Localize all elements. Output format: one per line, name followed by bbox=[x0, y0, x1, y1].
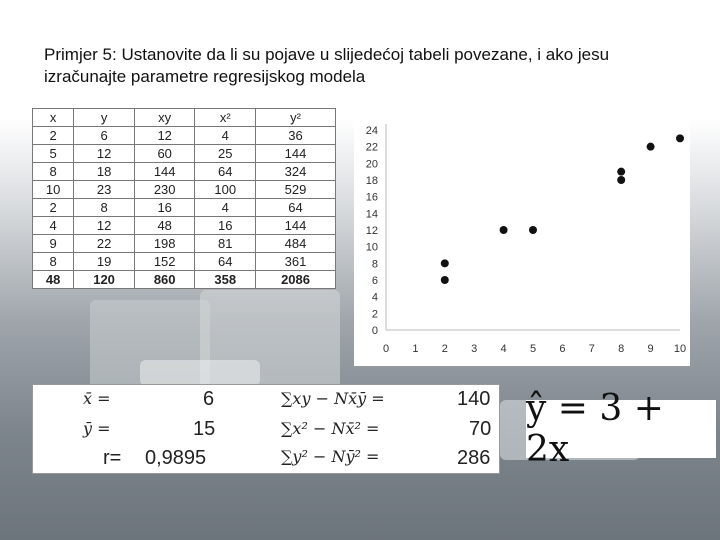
cell: 18 bbox=[74, 163, 135, 181]
cell: 12 bbox=[74, 217, 135, 235]
cell: 144 bbox=[256, 145, 336, 163]
scatter-plot-svg bbox=[354, 108, 690, 366]
header-y: y bbox=[74, 109, 135, 127]
syy-value: 286 bbox=[457, 447, 491, 469]
ybar-value: 15 bbox=[193, 418, 216, 440]
header-x-squared: x² bbox=[195, 109, 256, 127]
cell: 144 bbox=[134, 163, 195, 181]
cell: 16 bbox=[195, 217, 256, 235]
cell: 2 bbox=[33, 199, 74, 217]
cell: 10 bbox=[33, 181, 74, 199]
table-row bbox=[33, 181, 336, 199]
total-cell: 860 bbox=[134, 271, 195, 289]
cell: 324 bbox=[256, 163, 336, 181]
y-tick-label: 24 bbox=[365, 125, 378, 137]
cell: 9 bbox=[33, 235, 74, 253]
cell: 100 bbox=[195, 181, 256, 199]
cell: 23 bbox=[74, 181, 135, 199]
y-tick-label: 20 bbox=[365, 158, 378, 171]
y-tick-label: 18 bbox=[365, 175, 378, 187]
r-value: 0,9895 bbox=[145, 447, 207, 469]
y-tick-label: 6 bbox=[371, 275, 378, 287]
y-tick-label: 10 bbox=[365, 241, 378, 254]
data-point bbox=[441, 276, 449, 284]
cell: 198 bbox=[134, 235, 195, 253]
y-tick-label: 0 bbox=[371, 325, 378, 337]
cell: 16 bbox=[134, 199, 195, 217]
table-row bbox=[33, 253, 336, 271]
cell: 6 bbox=[74, 127, 135, 145]
xbar-value: 6 bbox=[203, 388, 215, 410]
data-point bbox=[617, 168, 625, 176]
sxy-label: ∑xy − Nx̄ȳ = bbox=[281, 389, 385, 408]
x-tick-label: 2 bbox=[441, 343, 448, 355]
cell: 4 bbox=[195, 127, 256, 145]
cell: 36 bbox=[256, 127, 336, 145]
cell: 60 bbox=[134, 145, 195, 163]
y-tick-label: 8 bbox=[371, 258, 378, 271]
sxx-value: 70 bbox=[469, 418, 492, 440]
data-point bbox=[441, 259, 449, 267]
table-row bbox=[33, 235, 336, 253]
cell: 8 bbox=[33, 253, 74, 271]
data-table bbox=[32, 108, 336, 289]
cell: 22 bbox=[74, 235, 135, 253]
header-x: x bbox=[33, 109, 74, 127]
xbar-label: x̄ = bbox=[83, 389, 111, 408]
table-row bbox=[33, 163, 336, 181]
x-tick-label: 10 bbox=[673, 343, 687, 355]
scatter-chart bbox=[354, 108, 690, 366]
sxy-value: 140 bbox=[457, 388, 491, 410]
cell: 12 bbox=[74, 145, 135, 163]
statistics-panel bbox=[32, 384, 500, 474]
x-tick-label: 3 bbox=[471, 343, 478, 355]
ybar-label: ȳ = bbox=[83, 419, 111, 438]
cell: 12 bbox=[134, 127, 195, 145]
y-tick-label: 22 bbox=[365, 141, 378, 154]
x-tick-label: 5 bbox=[529, 343, 537, 355]
x-tick-label: 6 bbox=[559, 343, 566, 355]
background-boat bbox=[140, 360, 260, 386]
cell: 19 bbox=[74, 253, 135, 271]
y-tick-label: 14 bbox=[365, 208, 378, 221]
y-tick-label: 12 bbox=[365, 225, 378, 237]
total-cell: 120 bbox=[74, 271, 135, 289]
cell: 2 bbox=[33, 127, 74, 145]
data-point bbox=[647, 143, 655, 151]
data-point bbox=[676, 134, 684, 142]
table-totals-row bbox=[33, 271, 336, 289]
page-title: Primjer 5: Ustanovite da li su pojave u slijedećoj tabeli povezane, i ako jesu izračunajte parametre regresijskog modela bbox=[44, 45, 610, 86]
x-tick-label: 0 bbox=[382, 343, 390, 355]
r-label: r= bbox=[103, 447, 122, 469]
cell: 25 bbox=[195, 145, 256, 163]
table-row bbox=[33, 127, 336, 145]
regression-formula: ŷ = 3 + 2x bbox=[526, 400, 716, 458]
table-row bbox=[33, 199, 336, 217]
cell: 529 bbox=[256, 181, 336, 199]
cell: 144 bbox=[256, 217, 336, 235]
table-row bbox=[33, 145, 336, 163]
x-tick-label: 1 bbox=[412, 343, 419, 355]
y-tick-label: 4 bbox=[371, 291, 378, 304]
cell: 5 bbox=[33, 145, 74, 163]
x-tick-label: 7 bbox=[588, 343, 595, 355]
cell: 8 bbox=[33, 163, 74, 181]
cell: 484 bbox=[256, 235, 336, 253]
cell: 81 bbox=[195, 235, 256, 253]
header-xy: xy bbox=[134, 109, 195, 127]
cell: 64 bbox=[195, 163, 256, 181]
data-point bbox=[617, 176, 625, 184]
table-row bbox=[33, 217, 336, 235]
cell: 8 bbox=[74, 199, 135, 217]
table-header-row bbox=[33, 109, 336, 127]
total-cell: 48 bbox=[33, 271, 74, 289]
cell: 361 bbox=[256, 253, 336, 271]
header-y-squared: y² bbox=[256, 109, 336, 127]
x-tick-label: 8 bbox=[618, 343, 625, 355]
cell: 48 bbox=[134, 217, 195, 235]
x-tick-label: 9 bbox=[647, 343, 654, 355]
total-cell: 2086 bbox=[256, 271, 336, 289]
syy-label: ∑y² − Nȳ² = bbox=[281, 447, 380, 466]
total-cell: 358 bbox=[195, 271, 256, 289]
cell: 64 bbox=[256, 199, 336, 217]
data-point bbox=[529, 226, 537, 234]
cell: 64 bbox=[195, 253, 256, 271]
cell: 230 bbox=[134, 181, 195, 199]
sxx-label: ∑x² − Nx̄² = bbox=[281, 419, 380, 438]
cell: 4 bbox=[33, 217, 74, 235]
y-tick-label: 2 bbox=[371, 308, 378, 321]
cell: 152 bbox=[134, 253, 195, 271]
x-tick-label: 4 bbox=[500, 343, 507, 355]
y-tick-label: 16 bbox=[365, 191, 378, 204]
cell: 4 bbox=[195, 199, 256, 217]
data-point bbox=[500, 226, 508, 234]
